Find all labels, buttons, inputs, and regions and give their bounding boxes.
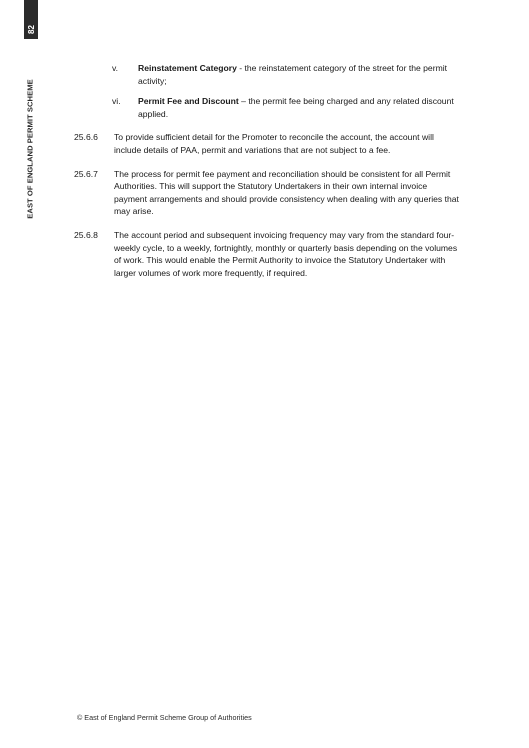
list-item-number: v. bbox=[112, 63, 119, 73]
paragraph-number: 25.6.6 bbox=[74, 132, 98, 143]
paragraph-25-6-8 bbox=[74, 229, 459, 279]
list-item-number: vi. bbox=[112, 96, 121, 107]
paragraph-number: 25.6.8 bbox=[74, 229, 98, 240]
side-title-banner bbox=[23, 71, 37, 227]
list-item-term: Permit Fee and Discount bbox=[138, 96, 239, 107]
list-item-text: – the permit fee being charged and any related discount applied. bbox=[138, 96, 454, 119]
paragraph-25-6-6 bbox=[74, 131, 459, 156]
footer-copyright: © East of England Permit Scheme Group of Authorities bbox=[77, 713, 252, 722]
paragraph-number: 25.6.7 bbox=[74, 168, 98, 179]
list-item bbox=[112, 62, 459, 87]
paragraph-25-6-7 bbox=[74, 168, 459, 218]
page-number-tab bbox=[24, 0, 38, 39]
paragraph-text: The process for permit fee payment and reconciliation should be consistent for all Permit Authorities. This will support the Statutory Undertakers in their own internal invoice payment arrangements and should provide consistency when dealing with any queries that may arise. bbox=[114, 168, 459, 217]
side-title: EAST OF ENGLAND PERMIT SCHEME bbox=[25, 79, 35, 219]
page-number: 82 bbox=[26, 25, 36, 34]
list-item bbox=[112, 95, 459, 120]
paragraph-text: The account period and subsequent invoicing frequency may vary from the standard four-weekly cycle, to a weekly, fortnightly, monthly or quarterly basis depending on the volumes of work. This would enable the Permit Authority to invoice the Statutory Undertaker with larger volumes of work more frequently, if required. bbox=[114, 229, 458, 278]
document-body bbox=[74, 62, 459, 279]
list-item-term: Reinstatement Category bbox=[138, 63, 237, 73]
list-item-text: - the reinstatement category of the street for the permit activity; bbox=[138, 63, 448, 86]
paragraph-text: To provide sufficient detail for the Promoter to reconcile the account, the account will include details of PAA, permit and variations that are not subject to a fee. bbox=[114, 132, 434, 155]
